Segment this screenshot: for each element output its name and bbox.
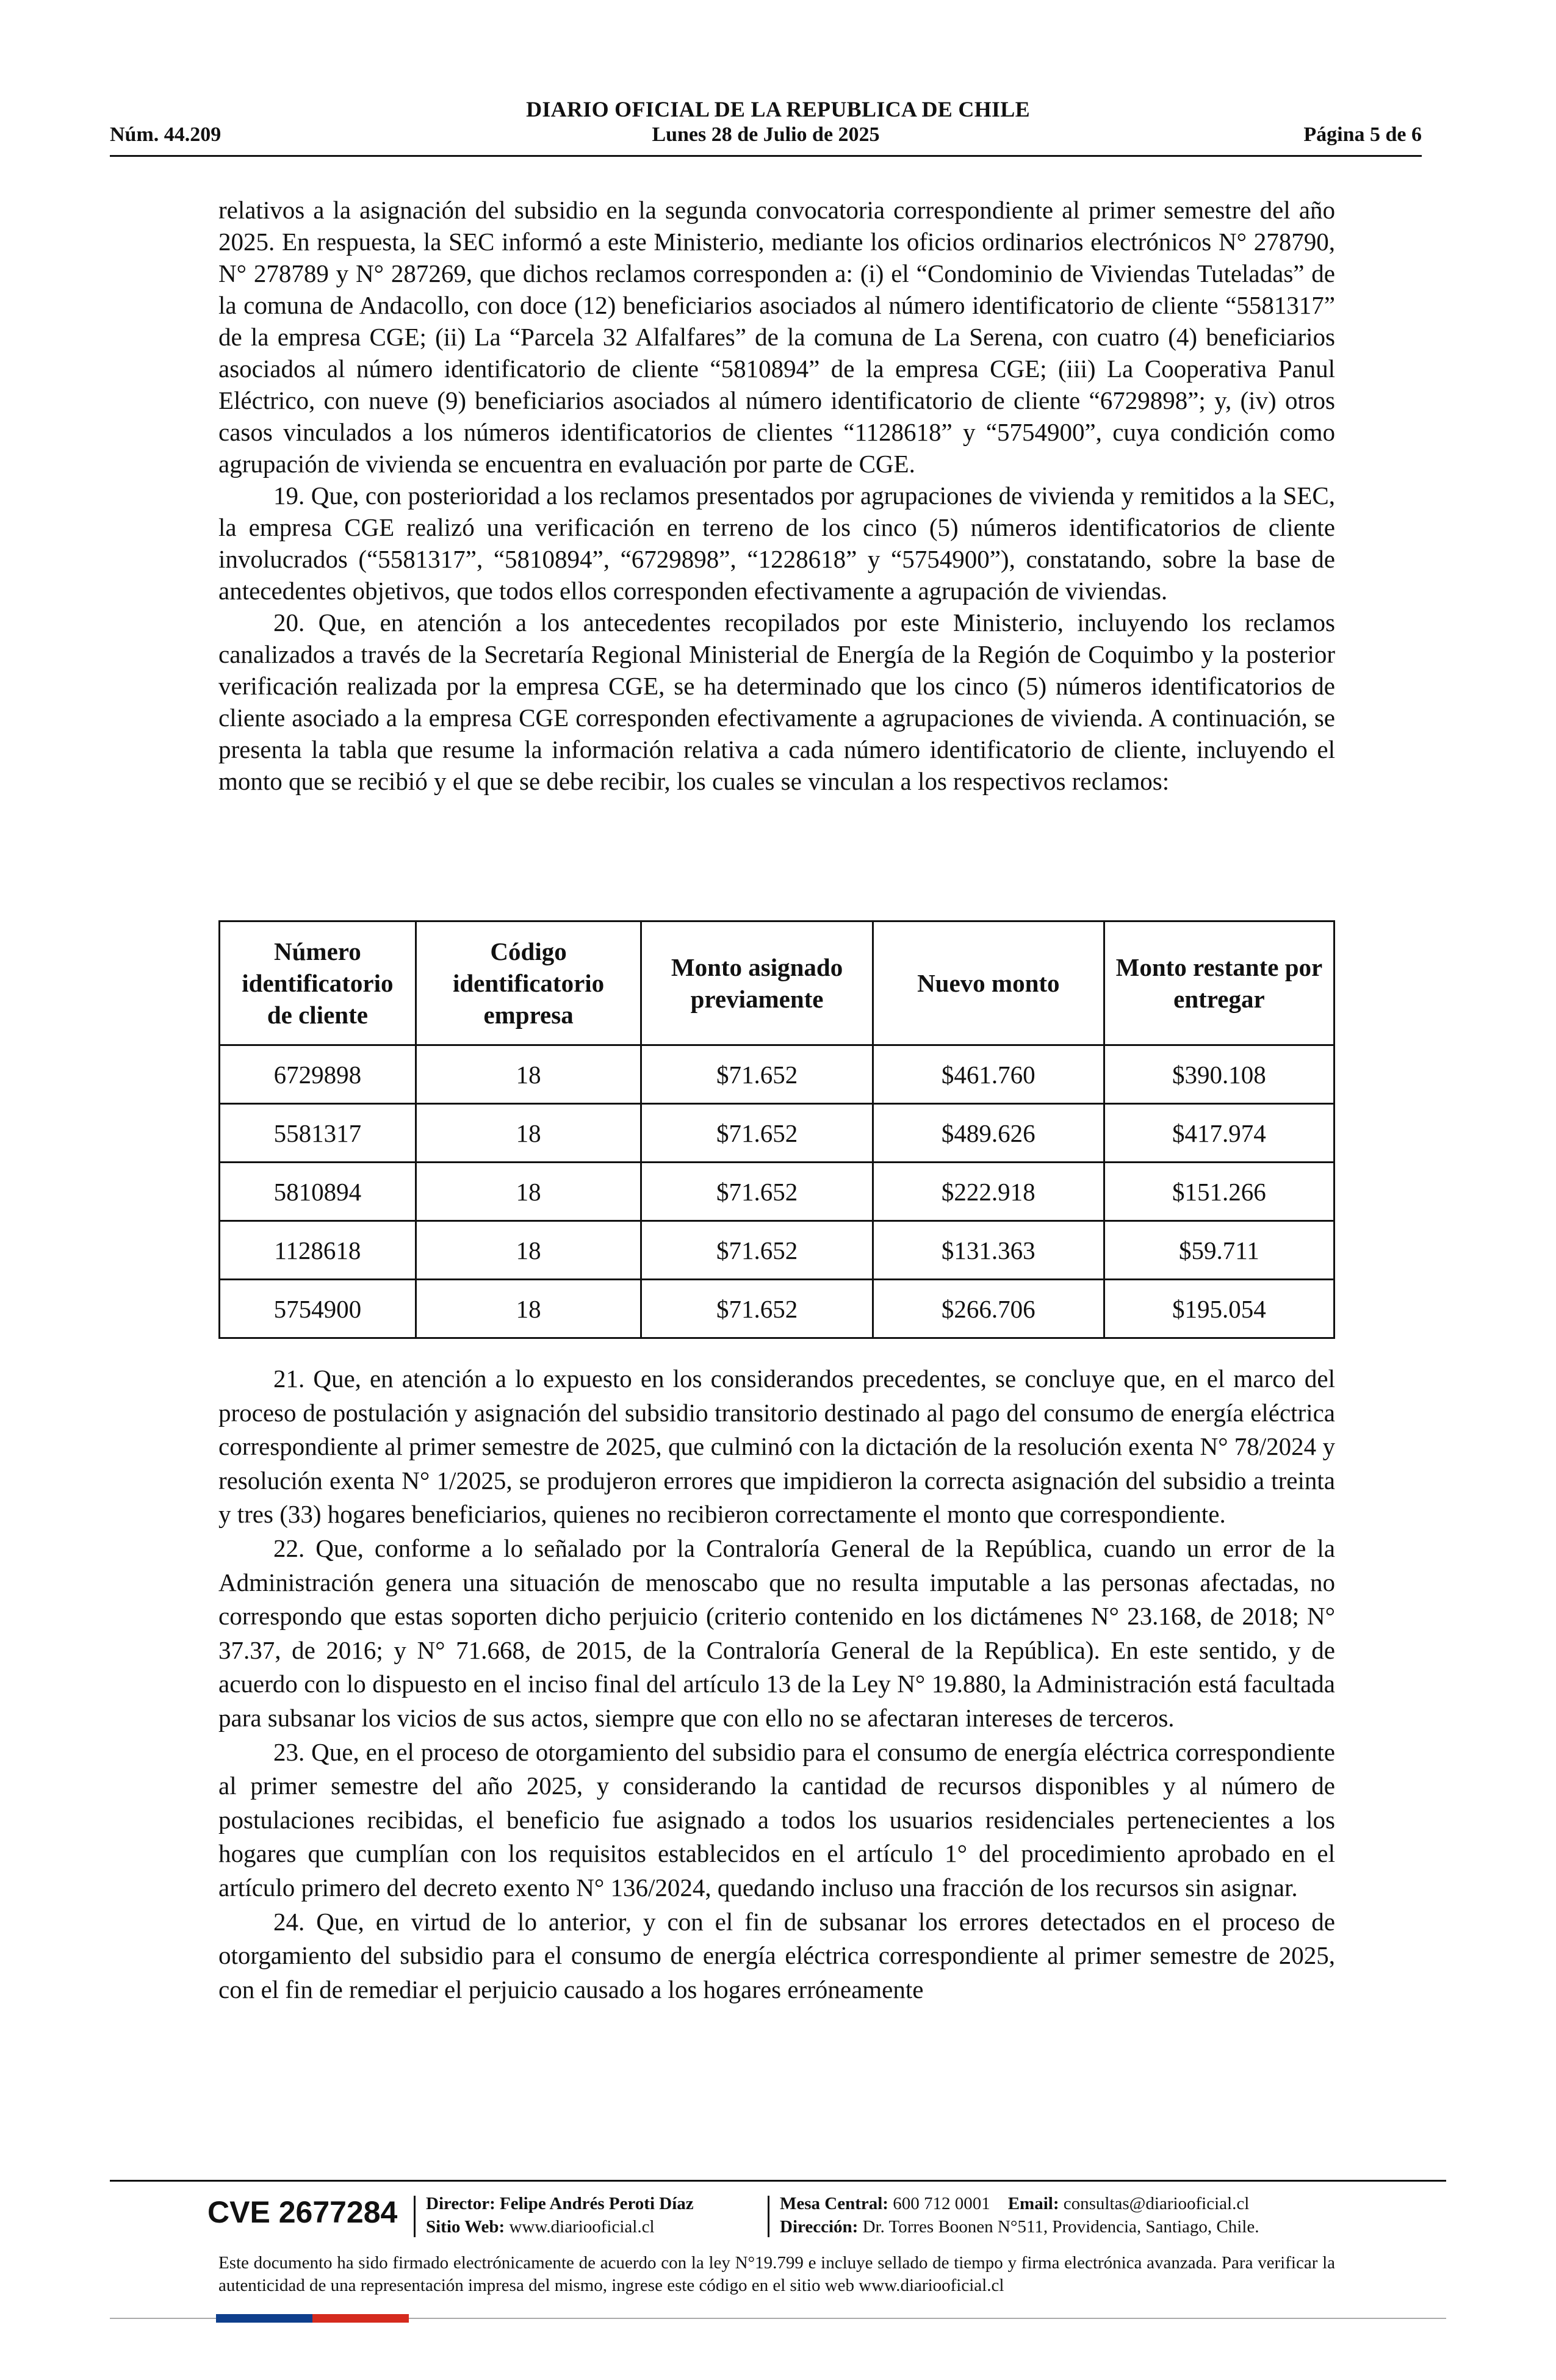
flag-blue-segment <box>216 2314 312 2323</box>
footer-separator <box>414 2196 416 2237</box>
phone-label: Mesa Central: <box>780 2194 888 2213</box>
cve-code: CVE 2677284 <box>207 2195 398 2229</box>
website-label: Sitio Web: <box>426 2217 505 2237</box>
col-header-remaining-amount: Monto restante por entregar <box>1104 921 1334 1045</box>
paragraph-22: 22. Que, conforme a lo señalado por la Contraloría General de la República, cuando un error de la Administración genera una situación de menoscabo que no resulta imputable a las personas afectadas, no correspondo que estas soporten dicho perjuicio (criterio contenido en los dictámenes N° 23.168, de 2018; N° 37.37, de 2016; y N° 71.668, de 2015, de la Contraloría General de la República). En este sentido, y de acuerdo con lo dispuesto en el inciso final del artículo 13 de la Ley N° 19.880, la Administración está facultada para subsanar los vicios de sus actos, siempre que con ello no se afectaran intereses de terceros. <box>218 1534 1335 1732</box>
issue-number: Núm. 44.209 <box>110 123 222 146</box>
col-header-previous-amount: Monto asignado previamente <box>641 921 873 1045</box>
issue-date: Lunes 28 de Julio de 2025 <box>652 123 880 146</box>
cell-new-amount: $222.918 <box>873 1163 1104 1221</box>
paragraph-continuation: relativos a la asignación del subsidio en la segunda convocatoria correspondiente al primer semestre del año 2025. En respuesta, la SEC informó a este Ministerio, mediante los oficios ordinarios electrónicos N° 278790, N° 278789 y N° 287269, que dichos reclamos corresponden a: (i) el “Condominio de Viviendas Tuteladas” de la comuna de Andacollo, con doce (12) beneficiarios asociados al número identificatorio de cliente “5581317” de la empresa CGE; (ii) La “Parcela 32 Alfalfares” de la comuna de La Serena, con cuatro (4) beneficiarios asociados al número identificatorio de cliente “5810894” de la empresa CGE; (iii) La Cooperativa Panul Eléctrico, con nueve (9) beneficiarios asociados al número identificatorio de cliente “6729898”; y, (iv) otros casos vinculados a los números identificatorios de clientes “1128618” y “5754900”, cuya condición como agrupación de vivienda se encuentra en evaluación por parte de CGE. <box>218 196 1335 478</box>
cell-company-code: 18 <box>416 1221 641 1280</box>
cell-remaining-amount: $151.266 <box>1104 1163 1334 1221</box>
footer-separator <box>768 2196 769 2237</box>
phone-value: 600 712 0001 <box>893 2194 990 2213</box>
body-text-bottom <box>218 1362 1335 2007</box>
col-header-company-code: Código identificatorio empresa <box>416 921 641 1045</box>
website-link[interactable]: www.diariooficial.cl <box>509 2217 655 2237</box>
address-value: Dr. Torres Boonen N°511, Providencia, Santiago, Chile. <box>862 2217 1259 2237</box>
cell-new-amount: $266.706 <box>873 1280 1104 1338</box>
cell-client-number: 5810894 <box>220 1163 416 1221</box>
paragraph-23: 23. Que, en el proceso de otorgamiento del subsidio para el consumo de energía eléctrica correspondiente al primer semestre del año 2025, y considerando la cantidad de recursos disponibles y al número de postulaciones recibidas, el beneficio fue asignado a todos los usuarios residenciales pertenecientes a los hogares que cumplían con los requisitos establecidos en el artículo 1° del procedimiento aprobado en el artículo primero del decreto exento N° 136/2024, quedando incluso una fracción de los recursos sin asignar. <box>218 1737 1335 1902</box>
table-row <box>220 1045 1334 1104</box>
header-divider <box>110 155 1422 157</box>
table-header-row <box>220 921 1334 1045</box>
page-header <box>110 123 1422 146</box>
paragraph-21: 21. Que, en atención a lo expuesto en los considerandos precedentes, se concluye que, en el marco del proceso de postulación y asignación del subsidio transitorio destinado al pago del consumo de energía eléctrica correspondiente al primer semestre de 2025, que culminó con la dictación de la resolución exenta N° 78/2024 y resolución exenta N° 1/2025, se produjeron errores que impidieron la correcta asignación del subsidio a treinta y tres (33) hogares beneficiarios, quienes no recibieron correctamente el monto que correspondiente. <box>218 1365 1335 1529</box>
flag-red-segment <box>312 2314 409 2323</box>
paragraph-19: 19. Que, con posterioridad a los reclamos presentados por agrupaciones de vivienda y remitidos a la SEC, la empresa CGE realizó una verificación en terreno de los cinco (5) números identificatorios de cliente involucrados (“5581317”, “5810894”, “6729898”, “1228618” y “5754900”), constatando, sobre la base de antecedentes objetivos, que todos ellos corresponden efectivamente a agrupación de viviendas. <box>218 481 1335 605</box>
cell-new-amount: $461.760 <box>873 1045 1104 1104</box>
paragraph-20: 20. Que, en atención a los antecedentes recopilados por este Ministerio, incluyendo los reclamos canalizados a través de la Secretaría Regional Ministerial de Energía de la Región de Coquimbo y la posterior verificación realizada por la empresa CGE, se ha determinado que los cinco (5) números identificatorios de cliente asociado a la empresa CGE corresponden efectivamente a agrupaciones de vivienda. A continuación, se presenta la tabla que resume la información relativa a cada número identificatorio de cliente, incluyendo el monto que se recibió y el que se debe recibir, los cuales se vinculan a los respectivos reclamos: <box>218 608 1335 795</box>
col-header-client-number: Número identificatorio de cliente <box>220 921 416 1045</box>
table-row <box>220 1280 1334 1338</box>
cell-client-number: 6729898 <box>220 1045 416 1104</box>
footer-divider <box>110 2180 1446 2182</box>
cell-remaining-amount: $417.974 <box>1104 1104 1334 1163</box>
cell-previous-amount: $71.652 <box>641 1104 873 1163</box>
table-row <box>220 1163 1334 1221</box>
cell-previous-amount: $71.652 <box>641 1163 873 1221</box>
table-row <box>220 1104 1334 1163</box>
cell-company-code: 18 <box>416 1045 641 1104</box>
cell-client-number: 5581317 <box>220 1104 416 1163</box>
col-header-new-amount: Nuevo monto <box>873 921 1104 1045</box>
newspaper-title: DIARIO OFICIAL DE LA REPUBLICA DE CHILE <box>526 97 1030 121</box>
paragraph-24: 24. Que, en virtud de lo anterior, y con el fin de subsanar los errores detectados en el proceso de otorgamiento del subsidio para el consumo de energía eléctrica correspondiente al primer semestre de 2025, con el fin de remediar el perjuicio causado a los hogares erróneamente <box>218 1907 1335 2003</box>
cell-new-amount: $489.626 <box>873 1104 1104 1163</box>
address-label: Dirección: <box>780 2217 859 2237</box>
body-text-top <box>218 194 1335 797</box>
cell-company-code: 18 <box>416 1163 641 1221</box>
cell-previous-amount: $71.652 <box>641 1221 873 1280</box>
footer-contact-block <box>780 2192 1259 2238</box>
cell-previous-amount: $71.652 <box>641 1045 873 1104</box>
cell-company-code: 18 <box>416 1280 641 1338</box>
email-label: Email: <box>1007 2194 1059 2213</box>
page-number: Página 5 de 6 <box>1303 123 1422 146</box>
cell-client-number: 1128618 <box>220 1221 416 1280</box>
footer-director-block <box>426 2192 694 2238</box>
cell-remaining-amount: $59.711 <box>1104 1221 1334 1280</box>
cell-previous-amount: $71.652 <box>641 1280 873 1338</box>
cell-client-number: 5754900 <box>220 1280 416 1338</box>
cell-company-code: 18 <box>416 1104 641 1163</box>
subsidy-table <box>218 920 1335 1339</box>
cell-remaining-amount: $195.054 <box>1104 1280 1334 1338</box>
chile-flag-stripe <box>216 2314 409 2323</box>
cell-remaining-amount: $390.108 <box>1104 1045 1334 1104</box>
table-row <box>220 1221 1334 1280</box>
signature-notice: Este documento ha sido firmado electrónicamente de acuerdo con la ley N°19.799 e incluye sellado de tiempo y firma electrónica avanzada. Para verificar la autenticidad de una representación impresa del mismo, ingrese este código en el sitio web www.diariooficial.cl <box>218 2253 1335 2295</box>
director-name: Felipe Andrés Peroti Díaz <box>500 2194 694 2213</box>
director-label: Director: <box>426 2194 495 2213</box>
email-link[interactable]: consultas@diariooficial.cl <box>1063 2194 1250 2213</box>
cell-new-amount: $131.363 <box>873 1221 1104 1280</box>
